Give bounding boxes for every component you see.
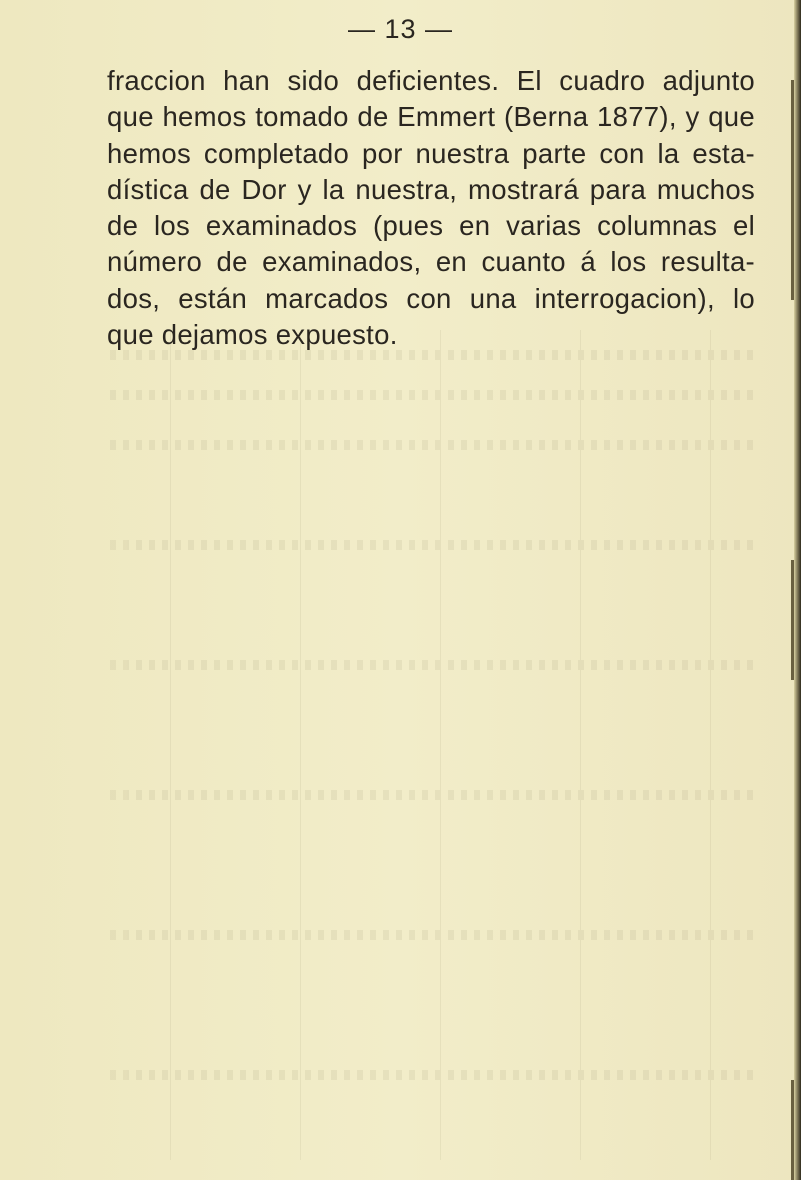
paragraph-line: dística de Dor y la nuestra, mostrará para muchos — [107, 173, 755, 205]
page-number: — 13 — — [347, 14, 454, 44]
paragraph-line: fraccion han sido deficientes. El cuadro adjunto — [107, 65, 755, 96]
page-edge-mark — [791, 80, 794, 300]
show-through-table — [110, 330, 760, 1160]
paragraph-line: de los examinados (pues en varias columnas el — [107, 210, 755, 242]
body-paragraph — [107, 63, 755, 353]
paragraph-line: que hemos tomado de Emmert (Berna 1877), y que — [107, 101, 755, 133]
page-edge-mark — [791, 1080, 794, 1180]
page-edge — [794, 0, 801, 1180]
paragraph-line: que dejamos expuesto. — [107, 319, 398, 351]
paragraph-line: hemos completado por nuestra parte con la esta- — [107, 137, 755, 169]
page-edge-mark — [791, 560, 794, 680]
paragraph-line: dos, están marcados con una interrogacion), lo — [107, 282, 755, 314]
paragraph-line: número de examinados, en cuanto á los resulta- — [107, 246, 755, 278]
